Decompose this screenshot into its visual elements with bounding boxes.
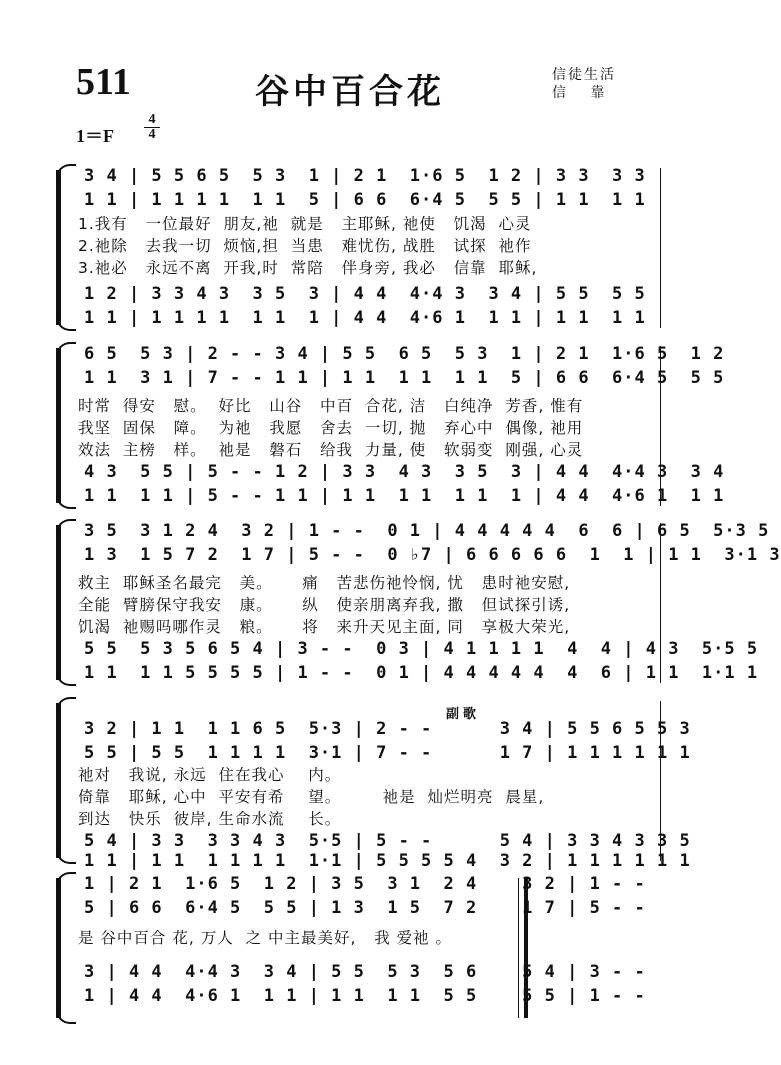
lyric-verse-3: 饥渴 祂赐吗哪作灵 粮。 将 来升天见主面, 同 享极大荣光, xyxy=(78,618,571,636)
alto-line: 5 5 | 5 5 1 1 1 1 3·1 | 7 - - 1 7 | 1 1 1 1 1 1 xyxy=(84,743,691,763)
lyric-verse-2: 倚靠 耶稣, 心中 平安有希 望。 祂是 灿烂明亮 晨星, xyxy=(78,788,545,806)
chorus-label: 副歌 xyxy=(446,707,481,722)
system-brace xyxy=(50,878,70,1018)
bass-line: 1 1 | 1 1 1 1 1 1 1·1 | 5 5 5 5 4 3 2 | 1 1 1 1 1 1 xyxy=(84,851,691,871)
hymn-title: 谷中百合花 xyxy=(255,72,445,112)
soprano-line: 3 2 | 1 1 1 1 6 5 5·3 | 2 - - 3 4 | 5 5 6 5 5 3 xyxy=(84,719,691,739)
bass-line: 1 1 | 1 1 1 1 1 1 1 | 4 4 4·6 1 1 1 | 1 1 1 1 xyxy=(84,308,646,328)
soprano-line: 3 5 3 1 2 4 3 2 | 1 - - 0 1 | 4 4 4 4 4 6 6 | 6 5 5·3 5 xyxy=(84,521,770,541)
lyric-verse-3: 到达 快乐 彼岸, 生命水流 长。 xyxy=(78,810,342,828)
lyric-verse-1: 时常 得安 慰。 好比 山谷 中百 合花, 洁 白纯净 芳香, 惟有 xyxy=(78,397,584,415)
music-system-2 xyxy=(0,338,725,513)
category-label: 信徒生活 xyxy=(552,67,616,83)
music-system-1 xyxy=(0,160,700,335)
lyric-verse-3: 效法 主榜 样。 祂是 磐石 给我 力量, 使 软弱变 刚强, 心灵 xyxy=(78,441,584,459)
tenor-line: 3 | 4 4 4·4 3 3 4 | 5 5 5 3 5 6 5 4 | 3 - - xyxy=(84,962,646,982)
lyric-chorus: 是 谷中百合 花, 万人 之 中主最美好, 我 爱祂 。 xyxy=(78,929,453,947)
time-signature xyxy=(144,113,160,142)
bass-line: 1 1 1 1 5 5 5 5 | 1 - - 0 1 | 4 4 4 4 4 4 6 | 1 1 1·1 1 xyxy=(84,663,759,683)
key-signature: 1＝F xyxy=(76,126,114,146)
tenor-line: 5 4 | 3 3 3 3 4 3 5·5 | 5 - - 5 4 | 3 3 4 3 3 5 xyxy=(84,831,691,851)
lyric-verse-3: 3.祂必 永远不离 开我,时 常陪 伴身旁, 我必 信靠 耶稣, xyxy=(78,259,538,277)
tenor-line: 5 5 5 3 5 6 5 4 | 3 - - 0 3 | 4 1 1 1 1 4 4 | 4 3 5·5 5 xyxy=(84,639,759,659)
system-brace xyxy=(50,703,70,858)
system-brace xyxy=(50,348,70,503)
subcategory-label: 信 靠 xyxy=(552,85,615,101)
bass-line: 1 | 4 4 4·6 1 1 1 | 1 1 1 1 5 5 5 5 | 1 - - xyxy=(84,986,646,1006)
tenor-line: 1 2 | 3 3 4 3 3 5 3 | 4 4 4·4 3 3 4 | 5 5 5 5 xyxy=(84,284,646,304)
alto-line: 1 3 1 5 7 2 1 7 | 5 - - 0 ♭7 | 6 6 6 6 6 1 1 | 1 1 3·1 3 xyxy=(84,545,781,565)
tenor-line: 4 3 5 5 | 5 - - 1 2 | 3 3 4 3 3 5 3 | 4 4 4·4 3 3 4 xyxy=(84,462,725,482)
system-brace xyxy=(50,170,70,325)
hymn-number: 511 xyxy=(76,61,131,103)
soprano-line: 6 5 5 3 | 2 - - 3 4 | 5 5 6 5 5 3 1 | 2 1 1·6 5 1 2 xyxy=(84,344,725,364)
alto-line: 5 | 6 6 6·4 5 5 5 | 1 3 1 5 7 2 1 7 | 5 - - xyxy=(84,898,646,918)
time-signature-bottom: 4 xyxy=(148,127,156,142)
lyric-verse-1: 祂对 我说, 永远 住在我心 内。 xyxy=(78,766,342,784)
system-brace xyxy=(50,525,70,680)
barline xyxy=(660,168,661,328)
soprano-line: 3 4 | 5 5 6 5 5 3 1 | 2 1 1·6 5 1 2 | 3 3 3 3 xyxy=(84,166,646,186)
lyric-verse-2: 我坚 固保 障。 为祂 我愿 舍去 一切, 抛 弃心中 偶像, 祂用 xyxy=(78,419,584,437)
bass-line: 1 1 1 1 | 5 - - 1 1 | 1 1 1 1 1 1 1 | 4 4 4·6 1 1 1 xyxy=(84,486,725,506)
alto-line: 1 1 | 1 1 1 1 1 1 5 | 6 6 6·4 5 5 5 | 1 1 1 1 xyxy=(84,190,646,210)
lyric-verse-2: 全能 臂膀保守我安 康。 纵 使亲朋离弃我, 撒 但试探引诱, xyxy=(78,596,571,614)
music-system-4 xyxy=(0,693,700,871)
time-signature-top: 4 xyxy=(144,113,160,128)
alto-line: 1 1 3 1 | 7 - - 1 1 | 1 1 1 1 1 1 5 | 6 6 6·4 5 5 5 xyxy=(84,368,725,388)
lyric-verse-1: 1.我有 一位最好 朋友,祂 就是 主耶稣, 祂使 饥渴 心灵 xyxy=(78,215,532,233)
lyric-verse-1: 救主 耶稣圣名最完 美。 痛 苦悲伤祂怜悯, 忧 患时祂安慰, xyxy=(78,574,571,592)
music-system-3 xyxy=(0,515,781,690)
lyric-verse-2: 2.祂除 去我一切 烦恼,担 当患 难忧伤, 战胜 试探 祂作 xyxy=(78,237,532,255)
soprano-line: 1 | 2 1 1·6 5 1 2 | 3 5 3 1 2 4 3 2 | 1 - - xyxy=(84,874,646,894)
music-system-5 xyxy=(0,870,700,1025)
